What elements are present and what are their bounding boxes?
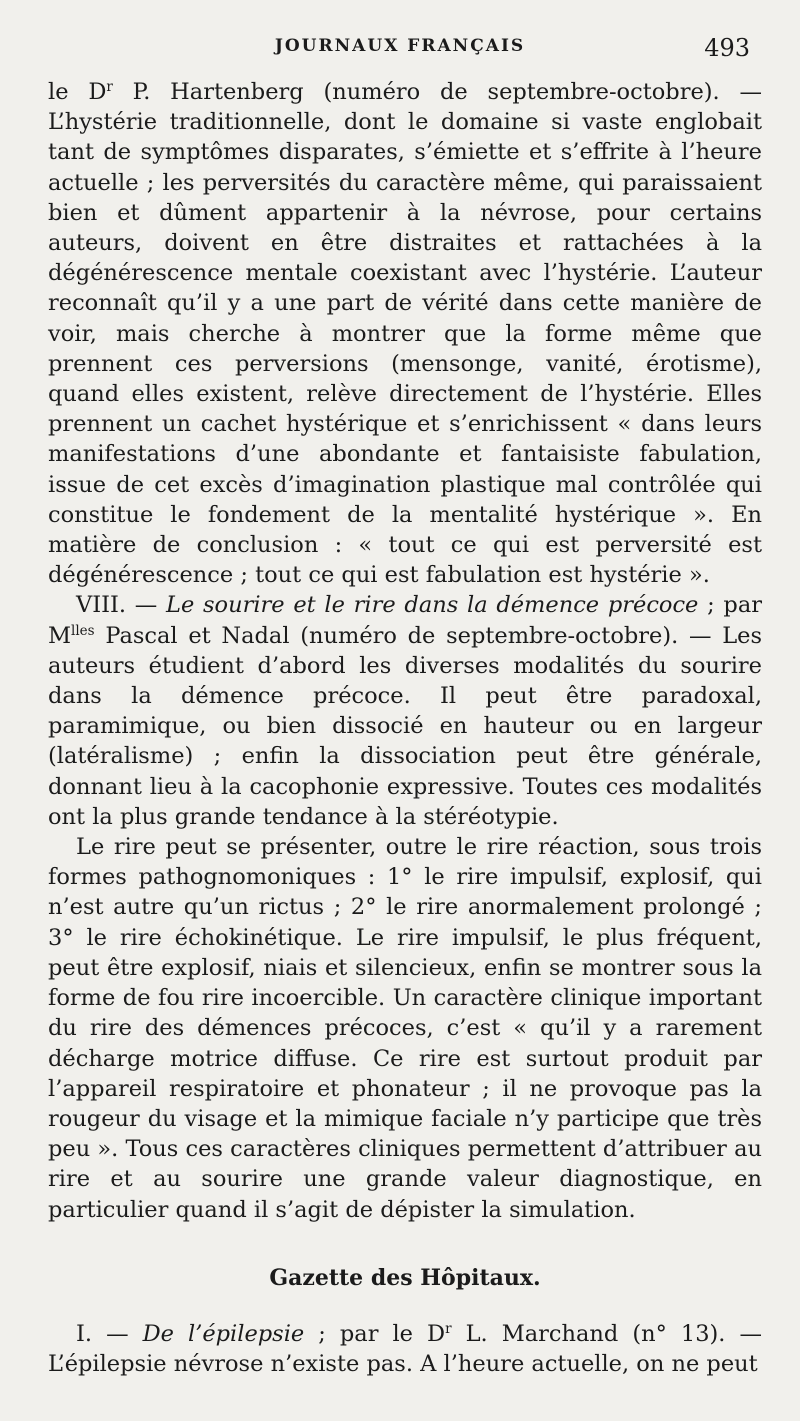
body-text [48, 77, 762, 1379]
paragraph-epilepsie [48, 1319, 762, 1379]
paragraph-viii [48, 590, 762, 832]
paragraph-text: P. Hartenberg (numéro de septembre-octobre). — L’hystérie traditionnelle, dont le domaine si vaste englobait tant de symptômes disparates, s’émiette et s’effrite à l’heure actuelle ; les perversités du caractère même, qui paraissaient bien et dûment appartenir à la névrose, pour certains auteurs, doivent en être distraites et rattachées à la dégénérescence mentale coexistant avec l’hystérie. L’auteur reconnaît qu’il y a une part de vérité dans cette manière de voir, mais cherche à montrer que la forme même que prennent ces perversions (mensonge, vanité, érotisme), quand elles existent, relève directement de l’hystérie. Elles prennent un cachet hystérique et s’enrichissent « dans leurs manifestations d’une abondante et fantaisiste fabulation, issue de cet excès d’imagination plastique mal contrôlée qui constitue le fondement de la mentalité hystérique ». En matière de conclusion : « tout ce qui est perversité est dégénérescence ; tout ce qui est fabulation est hystérie ». [48, 79, 762, 589]
page-number: 493 [704, 34, 750, 62]
paragraph-rire [48, 832, 762, 1225]
article-title: De l’épilepsie [142, 1320, 305, 1347]
paragraph-text: ; par M [48, 592, 762, 649]
running-header [0, 34, 800, 64]
paragraph-text: ; par le D [304, 1320, 446, 1347]
paragraph-text: le D [48, 79, 107, 105]
paragraph-text: L. Marchand (n° 13). — L’épilepsie névrose n’existe pas. A l’heure actuelle, on ne peut [48, 1320, 762, 1378]
superscript: lles [71, 622, 95, 639]
running-title: JOURNAUX FRANÇAIS [274, 36, 526, 56]
paragraph-text: Pascal et Nadal (numéro de septembre-octobre). — Les auteurs étudient d’abord les diverses modalités du sourire dans la démence précoce. Il peut être paradoxal, paramimique, ou bien dissocié en hauteur ou en largeur (latéralisme) ; enfin la dissociation peut être générale, donnant lieu à la cacophonie expressive. Toutes ces modalités ont la plus grande tendance à la stéréotypie. [48, 622, 762, 830]
section-heading: Gazette des Hôpitaux. [269, 1264, 541, 1291]
paragraph-text: Le rire peut se présenter, outre le rire réaction, sous trois formes pathognomoniques : 1° le rire impulsif, explosif, qui n’est autre qu’un rictus ; 2° le rire anormalement prolongé ; 3° le rire échokinétique. Le rire impulsif, le plus fréquent, peut être explosif, niais et silencieux, enfin se montrer sous la forme de fou rire incoercible. Un caractère clinique important du rire des démences précoces, c’est « qu’il y a rarement décharge motrice diffuse. Ce rire est surtout produit par l’appareil respiratoire et phonateur ; il ne provoque pas la rougeur du visage et la mimique faciale n’y participe que très peu ». Tous ces caractères cliniques permettent d’attribuer au rire et au sourire une grande valeur diagnostique, en particulier quand il s’agit de dépister la simulation. [48, 834, 762, 1223]
section-number: VIII. — [76, 592, 167, 619]
superscript: r [445, 1320, 452, 1337]
paragraph-hartenberg [48, 77, 762, 590]
superscript: r [106, 78, 113, 95]
section-number: I. — [76, 1320, 143, 1347]
article-title: Le sourire et le rire dans la démence précoce [166, 592, 699, 619]
